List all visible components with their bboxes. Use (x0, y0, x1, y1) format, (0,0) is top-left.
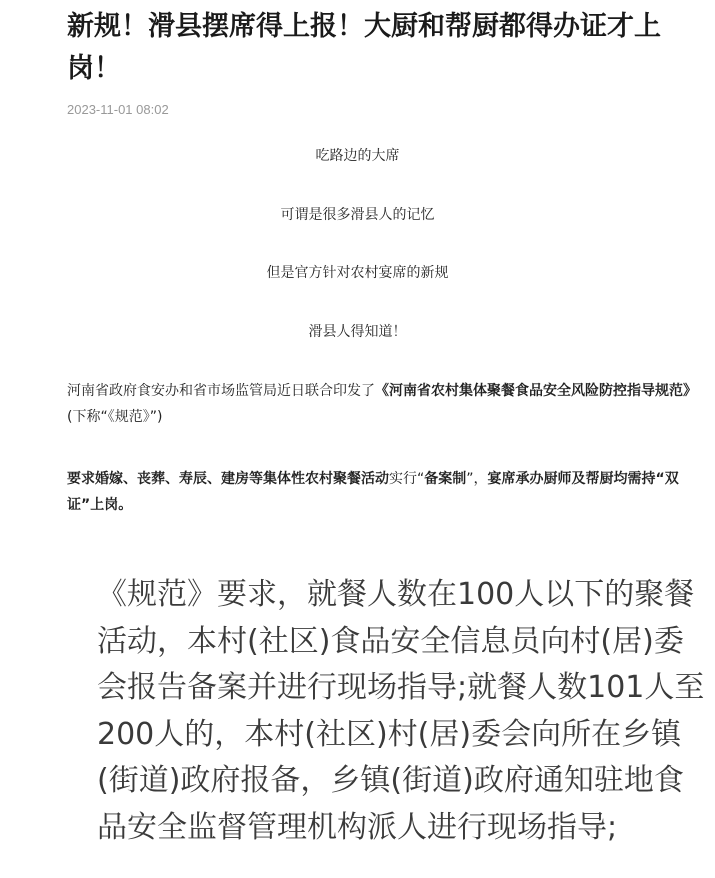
article-title: 新规！滑县摆席得上报！大厨和帮厨都得办证才上岗！ (67, 11, 661, 84)
para2-part3: 备案制 (424, 471, 467, 487)
intro-line-4: 滑县人得知道！ (308, 324, 407, 340)
para1-prefix: 河南省政府食安办和省市场监管局近日联合印发了 (67, 383, 375, 399)
para2-part2: 实行“ (389, 471, 425, 487)
regulation-image-text: 《规范》要求，就餐人数在100人以下的聚餐活动，本村(社区)食品安全信息员向村(居)委会报告备案并进行现场指导;就餐人数101人至200人的，本村(社区)村(居)委会向所在乡镇(街道)政府报备，乡镇(街道)政府通知驻地食品安全监督管理机构派人进行现场指导; (97, 577, 705, 845)
para1-suffix: (下称“《规范》”) (67, 409, 163, 425)
regulation-doc-name: 《河南省农村集体聚餐食品安全风险防控指导规范》 (375, 383, 697, 399)
intro-line-2: 可谓是很多滑县人的记忆 (280, 207, 435, 223)
paragraph-requirement (67, 466, 707, 518)
para2-part4: ”， (466, 471, 488, 487)
intro-line-1: 吃路边的大席 (315, 148, 400, 164)
intro-line-3: 但是官方针对农村宴席的新规 (266, 265, 449, 281)
publish-date: 2023-11-01 08:02 (67, 102, 169, 117)
para2-part5: 宴席承办厨师及帮厨均需持“双证”上岗。 (67, 471, 679, 513)
para2-part1: 要求婚嫁、丧葬、寿辰、建房等集体性农村聚餐活动 (67, 471, 389, 487)
paragraph-regulation (67, 378, 707, 430)
